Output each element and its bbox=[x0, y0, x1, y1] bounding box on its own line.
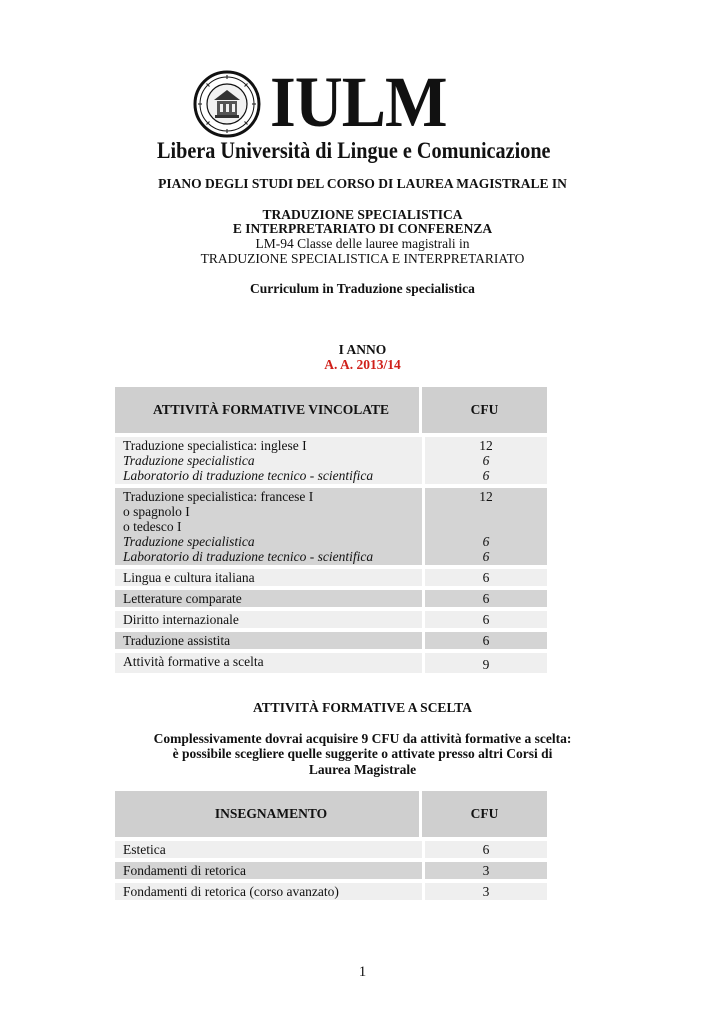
col-header-activities: ATTIVITÀ FORMATIVE VINCOLATE bbox=[115, 387, 422, 433]
course-name: o tedesco I bbox=[123, 519, 182, 534]
cfu-value: 9 bbox=[422, 653, 547, 673]
table-header-row bbox=[115, 791, 547, 837]
course-name: Traduzione specialistica: inglese I bbox=[123, 438, 307, 453]
cfu-value: 6 bbox=[482, 453, 490, 468]
cfu-value: 6 bbox=[482, 468, 490, 483]
course-name: o spagnolo I bbox=[123, 504, 190, 519]
col-header-cfu: CFU bbox=[422, 791, 547, 837]
course-name: Laboratorio di traduzione tecnico - scientifica bbox=[123, 549, 374, 564]
logo-wordmark: IULM bbox=[270, 62, 447, 142]
doc-title-line5: TRADUZIONE SPECIALISTICA E INTERPRETARIATO bbox=[200, 251, 525, 266]
table-row bbox=[115, 488, 547, 565]
cfu-value: 6 bbox=[482, 534, 490, 549]
table-row bbox=[115, 653, 547, 673]
table-row bbox=[115, 883, 547, 900]
year-label: I ANNO bbox=[338, 342, 387, 357]
elective-heading: ATTIVITÀ FORMATIVE A SCELTA bbox=[253, 700, 472, 715]
table-row bbox=[115, 611, 547, 628]
table-row bbox=[115, 632, 547, 649]
course-name: Traduzione specialistica bbox=[123, 534, 255, 549]
academic-year: A. A. 2013/14 bbox=[324, 357, 401, 372]
course-name: Estetica bbox=[115, 841, 422, 858]
doc-title-line1: PIANO DEGLI STUDI DEL CORSO DI LAUREA MAGISTRALE IN bbox=[158, 176, 567, 191]
course-name: Traduzione assistita bbox=[115, 632, 422, 649]
table-header-row bbox=[115, 387, 547, 433]
doc-title-line3: E INTERPRETARIATO DI CONFERENZA bbox=[232, 221, 493, 236]
required-activities-table bbox=[115, 387, 547, 673]
curriculum-title: Curriculum in Traduzione specialistica bbox=[250, 281, 475, 296]
course-name: Laboratorio di traduzione tecnico - scientifica bbox=[123, 468, 374, 483]
course-name: Attività formative a scelta bbox=[115, 653, 422, 673]
table-row bbox=[115, 437, 547, 484]
logo-subtitle: Libera Università di Lingue e Comunicazione bbox=[157, 138, 551, 164]
elective-text-line2: è possibile scegliere quelle suggerite o attivate presso altri Corsi di bbox=[172, 746, 553, 761]
elective-courses-table bbox=[115, 791, 547, 900]
course-name: Traduzione specialistica: francese I bbox=[123, 489, 314, 504]
course-name: Traduzione specialistica bbox=[123, 453, 255, 468]
cfu-value: 6 bbox=[422, 569, 547, 586]
course-name: Letterature comparate bbox=[115, 590, 422, 607]
elective-text-line3: Laurea Magistrale bbox=[308, 762, 417, 777]
course-name: Fondamenti di retorica bbox=[115, 862, 422, 879]
cfu-value: 12 bbox=[479, 489, 493, 504]
cfu-value: 6 bbox=[422, 841, 547, 858]
doc-title-line2: TRADUZIONE SPECIALISTICA bbox=[262, 207, 463, 222]
doc-title-line4: LM-94 Classe delle lauree magistrali in bbox=[255, 236, 470, 251]
cfu-value: 3 bbox=[422, 883, 547, 900]
cfu-value: 3 bbox=[422, 862, 547, 879]
course-name: Diritto internazionale bbox=[115, 611, 422, 628]
table-row bbox=[115, 841, 547, 858]
col-header-cfu: CFU bbox=[422, 387, 547, 433]
course-name: Lingua e cultura italiana bbox=[115, 569, 422, 586]
university-seal-icon bbox=[193, 70, 261, 138]
cfu-value: 12 bbox=[479, 438, 493, 453]
cfu-value: 6 bbox=[482, 549, 490, 564]
table-row bbox=[115, 590, 547, 607]
cfu-value: 6 bbox=[422, 611, 547, 628]
table-row bbox=[115, 569, 547, 586]
col-header-course: INSEGNAMENTO bbox=[115, 791, 422, 837]
cfu-value: 6 bbox=[422, 590, 547, 607]
page-number: 1 bbox=[358, 964, 367, 980]
course-name: Fondamenti di retorica (corso avanzato) bbox=[115, 883, 422, 900]
elective-text-line1: Complessivamente dovrai acquisire 9 CFU da attività formative a scelta: bbox=[153, 731, 572, 746]
cfu-value: 6 bbox=[422, 632, 547, 649]
table-row bbox=[115, 862, 547, 879]
